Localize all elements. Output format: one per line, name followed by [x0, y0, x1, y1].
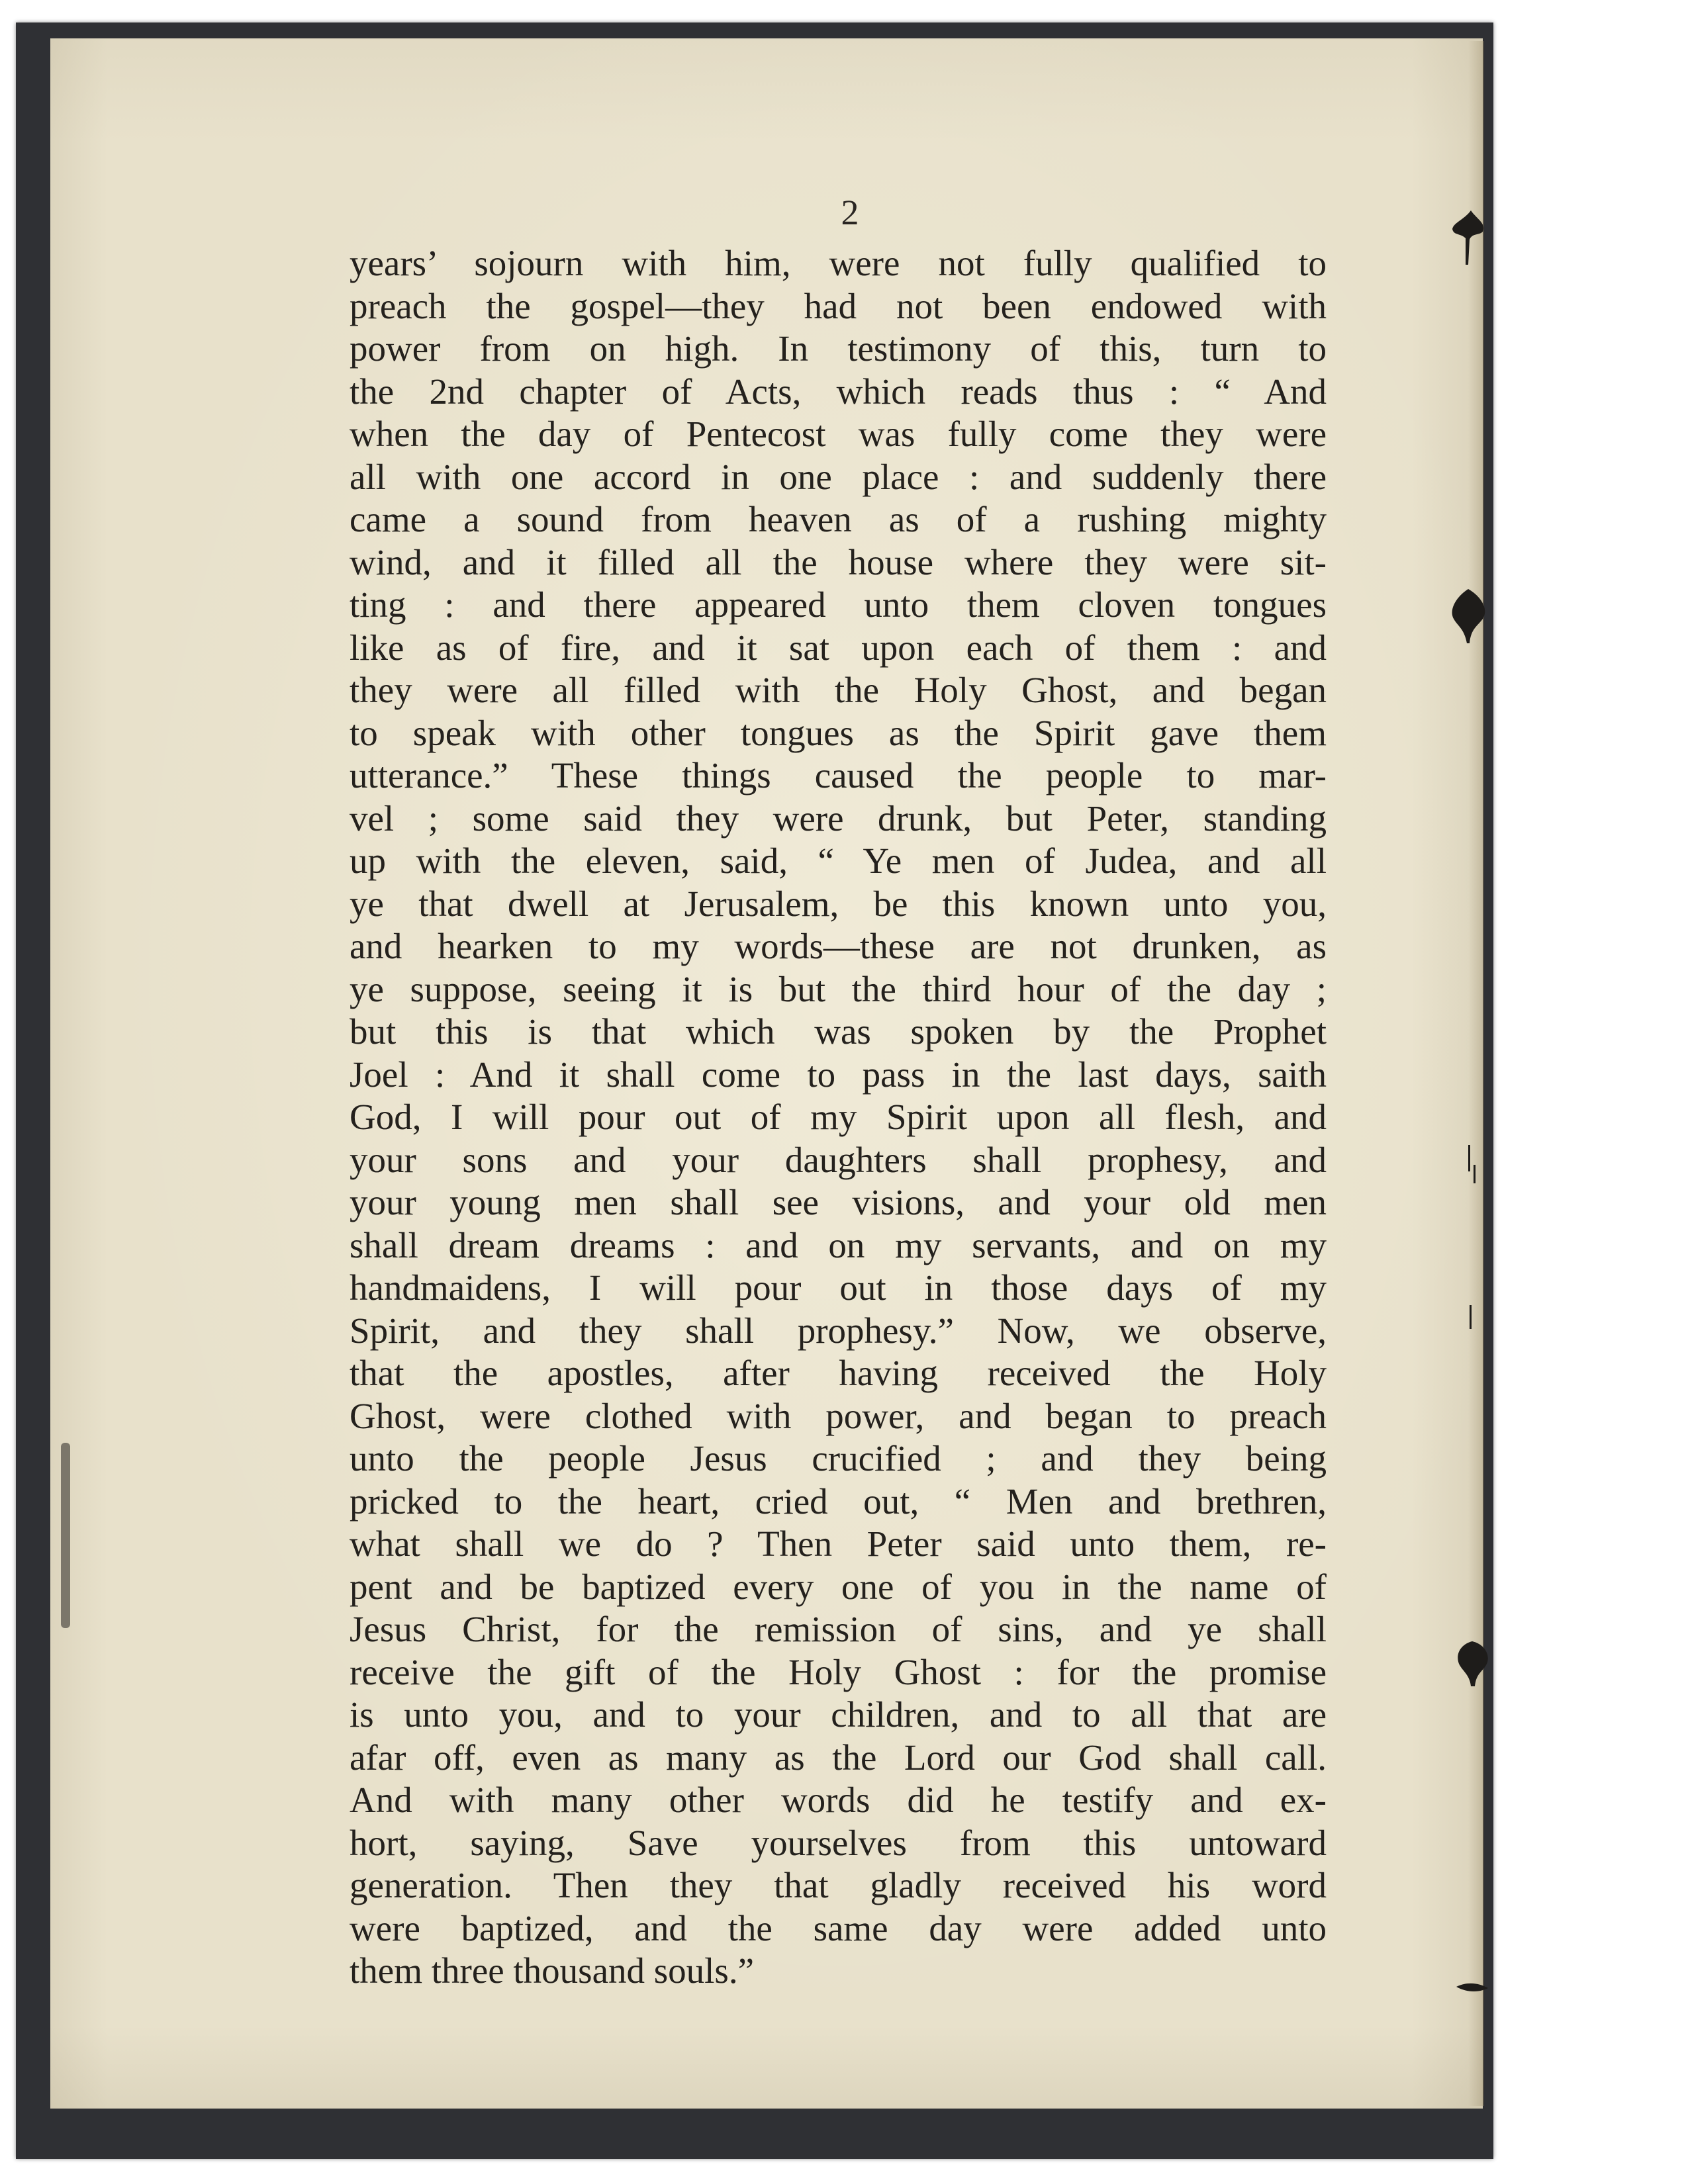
- margin-binding-marks: [1430, 0, 1509, 2184]
- text-line: they were all filled with the Holy Ghost, and began: [350, 670, 1327, 710]
- text-line: years’ sojourn with him, were not fully qualified to: [350, 243, 1327, 283]
- text-line: Ghost, were clothed with power, and began to preach: [350, 1395, 1327, 1436]
- text-line: your young men shall see visions, and your old men: [350, 1182, 1327, 1222]
- text-line: ting : and there appeared unto them cloven tongues: [350, 584, 1327, 625]
- text-line: handmaidens, I will pour out in those days of my: [350, 1267, 1327, 1308]
- margin-tick-mark: [1470, 1305, 1472, 1329]
- text-line: were baptized, and the same day were added unto: [350, 1907, 1327, 1948]
- text-line: is unto you, and to your children, and to all that are: [350, 1694, 1327, 1735]
- text-line: Joel : And it shall come to pass in the last days, saith: [350, 1054, 1327, 1095]
- margin-tick-mark: [1474, 1165, 1476, 1183]
- text-line: ye suppose, seeing it is but the third hour of the day ;: [350, 968, 1327, 1009]
- ink-blot-mark: [1458, 1641, 1488, 1686]
- text-line: hort, saying, Save yourselves from this untoward: [350, 1822, 1327, 1863]
- text-line: wind, and it filled all the house where they were sit-: [350, 541, 1327, 582]
- binding-shadow: [61, 1443, 70, 1628]
- text-line: all with one accord in one place : and suddenly there: [350, 456, 1327, 497]
- ink-blot-mark: [1456, 1983, 1488, 1991]
- text-line: power from on high. In testimony of this, turn to: [350, 328, 1327, 369]
- text-line: And with many other words did he testify and ex-: [350, 1780, 1327, 1820]
- page-number: 2: [841, 193, 859, 232]
- ink-blot-mark: [1452, 210, 1483, 265]
- text-line: came a sound from heaven as of a rushing mighty: [350, 499, 1327, 539]
- text-line: the 2nd chapter of Acts, which reads thus : “ And: [350, 371, 1327, 412]
- text-line: ye that dwell at Jerusalem, be this known unto you,: [350, 883, 1327, 924]
- text-line: preach the gospel—they had not been endowed with: [350, 285, 1327, 326]
- text-line: Jesus Christ, for the remission of sins, and ye shall: [350, 1609, 1327, 1649]
- text-line: pent and be baptized every one of you in the name of: [350, 1566, 1327, 1607]
- text-line: God, I will pour out of my Spirit upon all flesh, and: [350, 1097, 1327, 1137]
- text-line: up with the eleven, said, “ Ye men of Judea, and all: [350, 841, 1327, 881]
- text-line: them three thousand souls.”: [350, 1950, 754, 1991]
- text-line: utterance.” These things caused the people to mar-: [350, 755, 1327, 796]
- text-line: your sons and your daughters shall prophesy, and: [350, 1139, 1327, 1180]
- text-line: receive the gift of the Holy Ghost : for the promise: [350, 1651, 1327, 1692]
- text-line: that the apostles, after having received the Holy: [350, 1353, 1327, 1393]
- text-line: like as of fire, and it sat upon each of them : and: [350, 627, 1327, 668]
- text-line: generation. Then they that gladly received his word: [350, 1865, 1327, 1905]
- text-line: shall dream dreams : and on my servants, and on my: [350, 1224, 1327, 1265]
- text-line: what shall we do ? Then Peter said unto them, re-: [350, 1524, 1327, 1564]
- margin-tick-mark: [1468, 1145, 1470, 1171]
- text-line: to speak with other tongues as the Spirit gave them: [350, 712, 1327, 753]
- text-line: but this is that which was spoken by the Prophet: [350, 1011, 1327, 1052]
- text-line: pricked to the heart, cried out, “ Men and brethren,: [350, 1480, 1327, 1522]
- body-text: [350, 242, 1327, 1993]
- text-line: and hearken to my words—these are not drunken, as: [350, 926, 1327, 966]
- text-line: Spirit, and they shall prophesy.” Now, we observe,: [350, 1310, 1327, 1351]
- text-line: when the day of Pentecost was fully come they were: [350, 414, 1327, 454]
- text-line: unto the people Jesus crucified ; and they being: [350, 1438, 1327, 1479]
- text-line: vel ; some said they were drunk, but Peter, standing: [350, 797, 1327, 839]
- ink-blot-mark: [1452, 589, 1485, 643]
- text-line: afar off, even as many as the Lord our God shall call.: [350, 1737, 1327, 1778]
